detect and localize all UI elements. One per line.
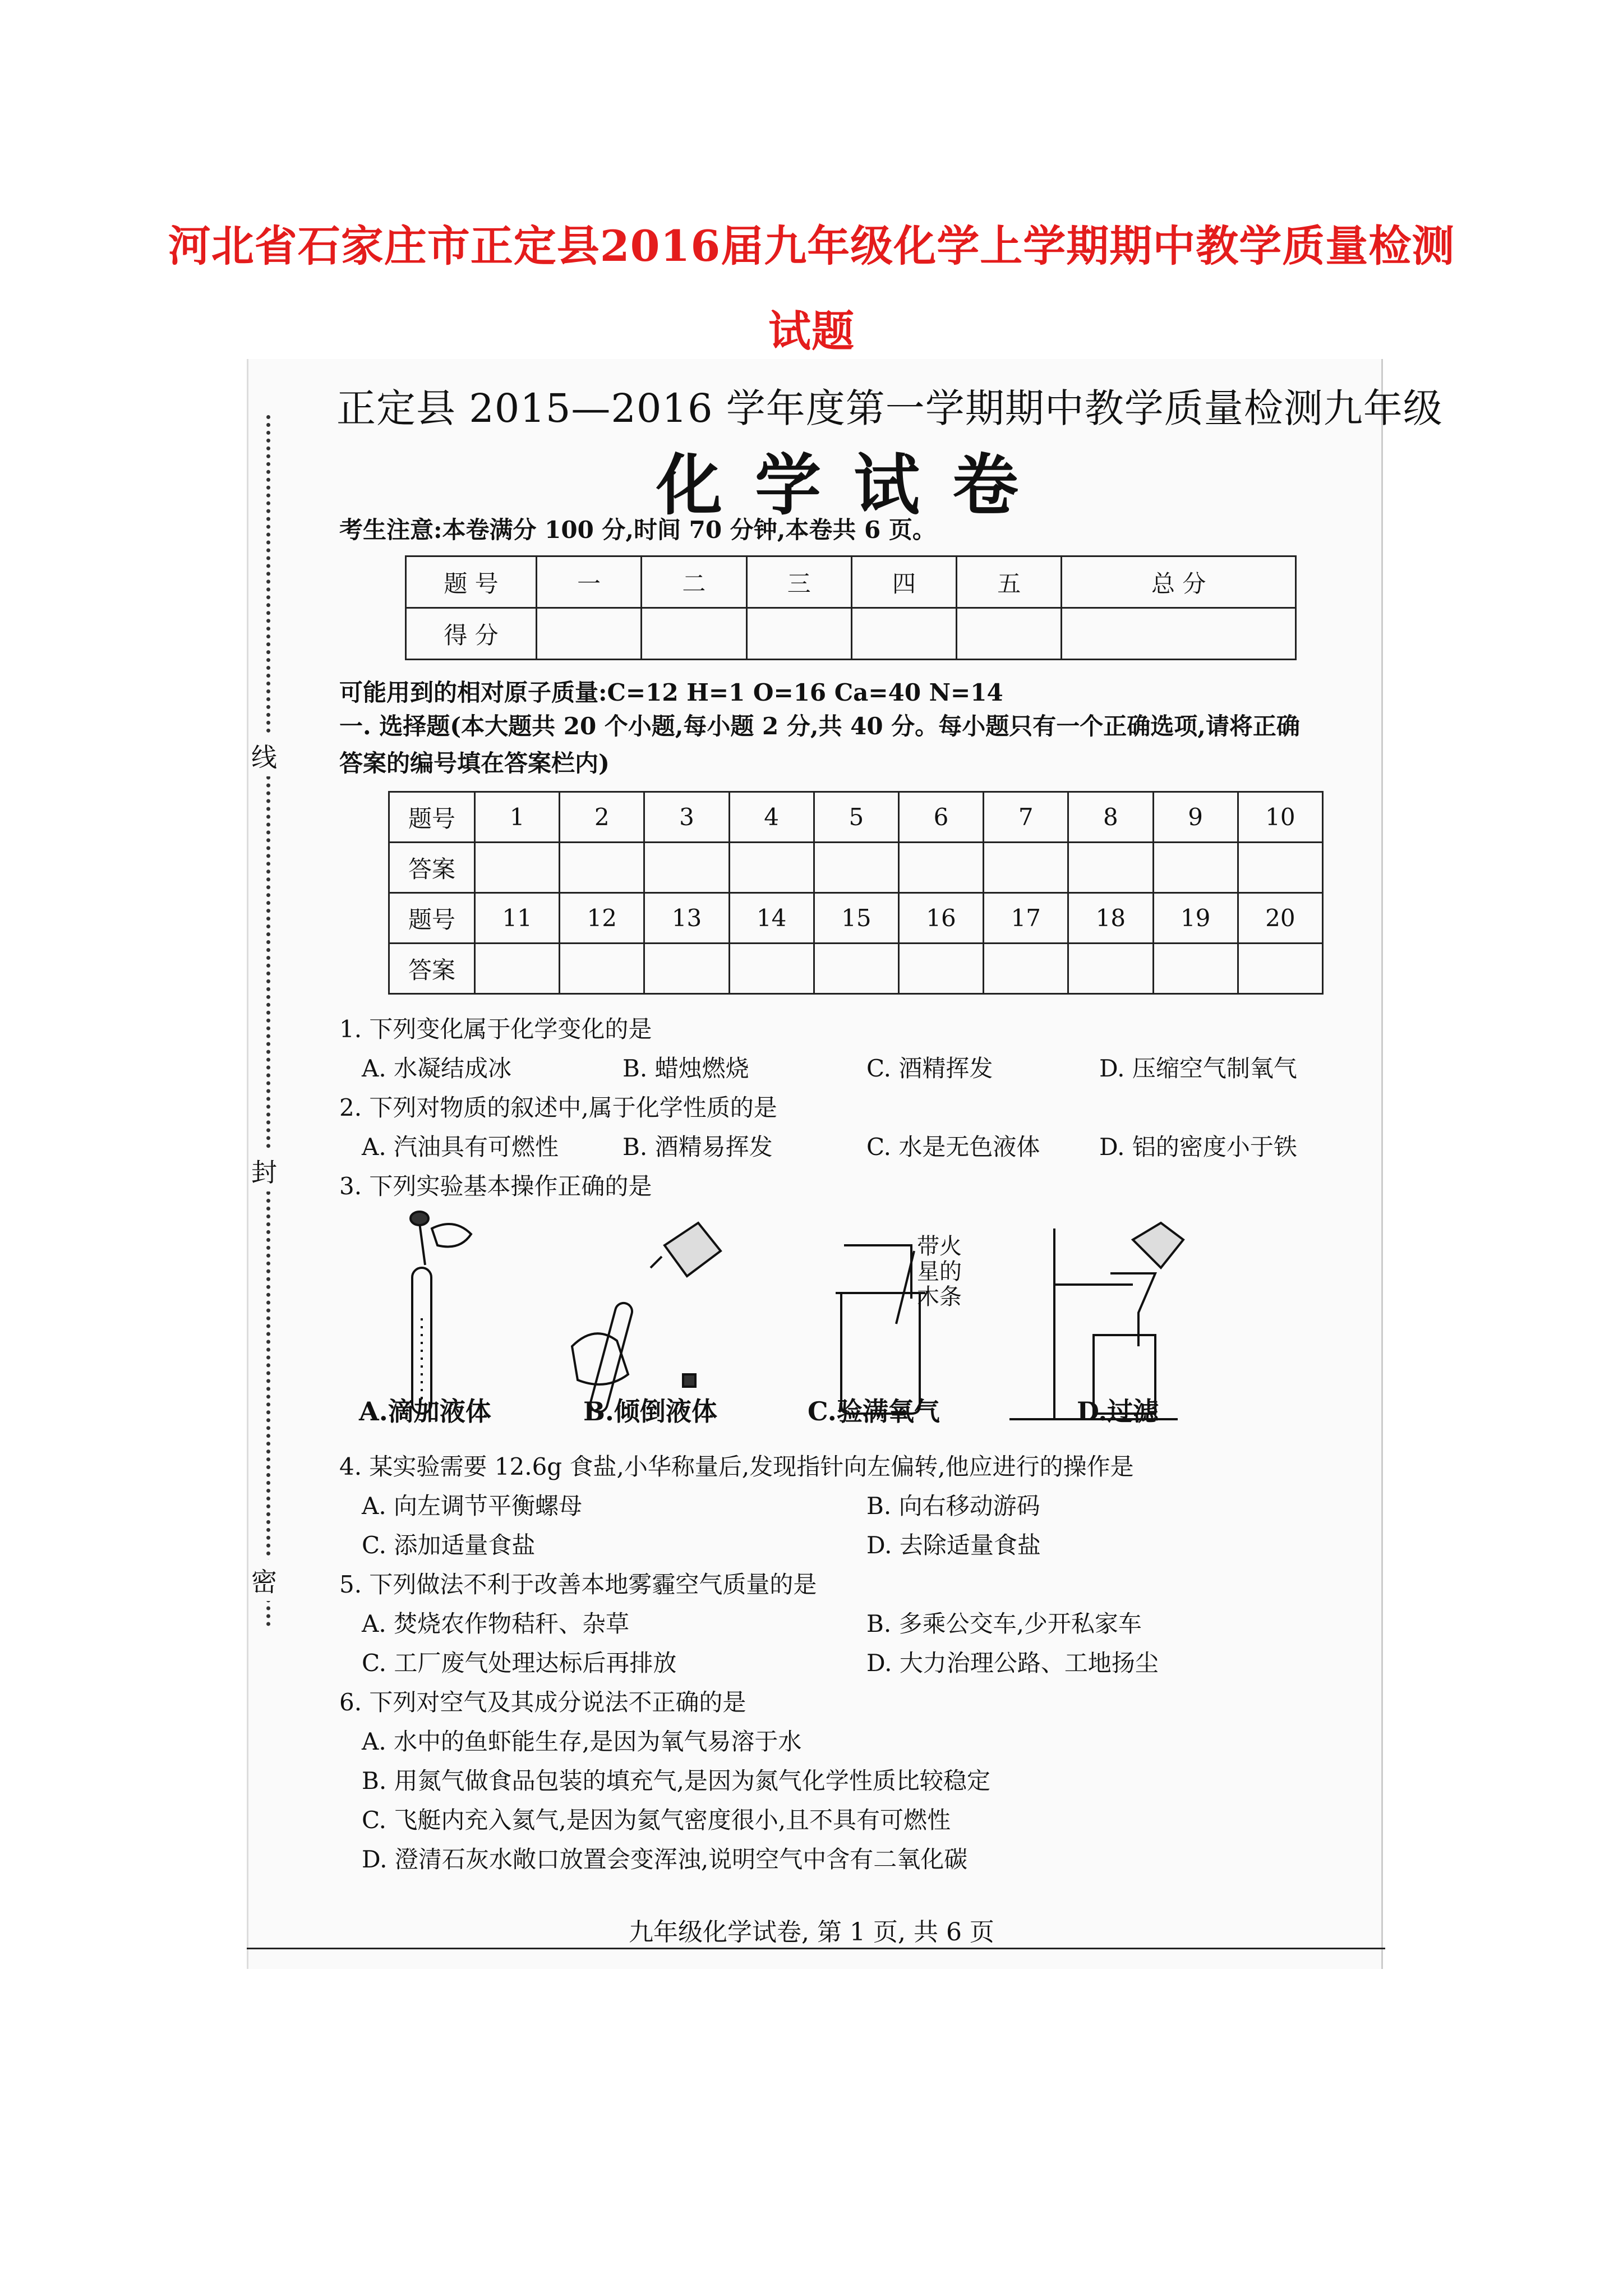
answer-cell[interactable] xyxy=(984,944,1068,994)
answer-cell[interactable] xyxy=(644,843,729,893)
question-5-stem: 5. 下列做法不利于改善本地雾霾空气质量的是 xyxy=(339,1571,817,1598)
figure-caption-d: D.过滤 xyxy=(1077,1396,1159,1427)
score-header: 题 号 xyxy=(406,556,537,608)
question-2-option-c: C. 水是无色液体 xyxy=(866,1133,1040,1161)
score-cell[interactable] xyxy=(1062,608,1296,660)
answer-cell[interactable] xyxy=(729,944,814,994)
question-number: 10 xyxy=(1238,792,1322,843)
question-4-option-a: A. 向左调节平衡螺母 xyxy=(362,1492,583,1520)
question-4-stem: 4. 某实验需要 12.6g 食盐,小华称量后,发现指针向左偏转,他应进行的操作是 xyxy=(339,1453,1134,1480)
side-label-xian: 线 xyxy=(251,735,277,776)
side-label-feng: 封 xyxy=(251,1150,277,1191)
question-number: 20 xyxy=(1238,893,1322,944)
question-6-option-d: D. 澄清石灰水敞口放置会变浑浊,说明空气中含有二氧化碳 xyxy=(362,1846,968,1873)
answer-cell[interactable] xyxy=(644,944,729,994)
question-number: 12 xyxy=(560,893,644,944)
question-number: 2 xyxy=(560,792,644,843)
answer-cell[interactable] xyxy=(984,843,1068,893)
dropper-test-tube-illustration xyxy=(411,1212,471,1414)
answer-cell[interactable] xyxy=(1153,944,1238,994)
answer-cell[interactable] xyxy=(1238,843,1322,893)
figure-caption-a: A.滴加液体 xyxy=(359,1396,491,1427)
question-5-option-d: D. 大力治理公路、工地扬尘 xyxy=(866,1649,1159,1677)
answer-row-label: 题号 xyxy=(389,893,475,944)
question-1-option-b: B. 蜡烛燃烧 xyxy=(623,1055,749,1082)
question-6-stem: 6. 下列对空气及其成分说法不正确的是 xyxy=(339,1688,746,1716)
answer-cell[interactable] xyxy=(814,944,898,994)
binding-dotted-line xyxy=(266,415,270,1627)
answer-cell[interactable] xyxy=(560,944,644,994)
question-number: 7 xyxy=(984,792,1068,843)
question-1-option-d: D. 压缩空气制氧气 xyxy=(1099,1055,1297,1082)
figure-label-splint-1: 带火 xyxy=(917,1234,962,1259)
answer-row-label: 题号 xyxy=(389,792,475,843)
figure-label-splint-3: 木条 xyxy=(917,1284,962,1310)
answer-cell[interactable] xyxy=(560,843,644,893)
question-5-option-c: C. 工厂废气处理达标后再排放 xyxy=(362,1649,677,1677)
question-2-option-b: B. 酒精易挥发 xyxy=(623,1133,773,1161)
score-cell[interactable] xyxy=(957,608,1062,660)
answer-cell[interactable] xyxy=(475,944,560,994)
score-header: 三 xyxy=(746,556,851,608)
question-number: 4 xyxy=(729,792,814,843)
question-4-option-c: C. 添加适量食盐 xyxy=(362,1531,536,1559)
question-number: 6 xyxy=(898,792,983,843)
gas-bottle-illustration xyxy=(836,1245,925,1414)
side-label-mi: 密 xyxy=(251,1559,277,1601)
question-number: 5 xyxy=(814,792,898,843)
score-row-label: 得 分 xyxy=(406,608,537,660)
question-number: 11 xyxy=(475,893,560,944)
filtration-illustration xyxy=(1009,1223,1183,1419)
question-number: 16 xyxy=(898,893,983,944)
figure-label-splint-2: 星的 xyxy=(917,1259,962,1285)
answer-row-label: 答案 xyxy=(389,944,475,994)
score-cell[interactable] xyxy=(746,608,851,660)
question-number: 17 xyxy=(984,893,1068,944)
score-cell[interactable] xyxy=(642,608,746,660)
exam-header: 正定县 2015—2016 学年度第一学期期中教学质量检测九年级 xyxy=(336,385,1443,431)
question-1-stem: 1. 下列变化属于化学变化的是 xyxy=(339,1015,652,1043)
question-2-stem: 2. 下列对物质的叙述中,属于化学性质的是 xyxy=(339,1094,777,1121)
score-header: 五 xyxy=(957,556,1062,608)
question-2-option-d: D. 铝的密度小于铁 xyxy=(1099,1133,1297,1161)
answer-cell[interactable] xyxy=(1238,944,1322,994)
page-footer: 九年级化学试卷, 第 1 页, 共 6 页 xyxy=(629,1918,994,1947)
question-number: 9 xyxy=(1153,792,1238,843)
atomic-masses: 可能用到的相对原子质量:C=12 H=1 O=16 Ca=40 N=14 xyxy=(339,679,1003,706)
exam-title: 化学试卷 xyxy=(656,446,1052,524)
question-4-option-d: D. 去除适量食盐 xyxy=(866,1531,1041,1559)
answer-cell[interactable] xyxy=(898,944,983,994)
answer-cell[interactable] xyxy=(1068,944,1153,994)
answer-row-label: 答案 xyxy=(389,843,475,893)
question-number: 3 xyxy=(644,792,729,843)
document-title-line1: 河北省石家庄市正定县2016届九年级化学上学期期中教学质量检测 xyxy=(168,221,1455,271)
question-2-option-a: A. 汽油具有可燃性 xyxy=(362,1133,559,1161)
answer-cell[interactable] xyxy=(814,843,898,893)
figure-caption-b: B.倾倒液体 xyxy=(583,1396,717,1427)
question-number: 18 xyxy=(1068,893,1153,944)
score-header: 总 分 xyxy=(1062,556,1296,608)
answer-cell[interactable] xyxy=(729,843,814,893)
answer-cell[interactable] xyxy=(1068,843,1153,893)
answer-table xyxy=(388,791,1324,995)
score-table xyxy=(405,555,1297,660)
question-number: 8 xyxy=(1068,792,1153,843)
question-6-option-a: A. 水中的鱼虾能生存,是因为氧气易溶于水 xyxy=(362,1728,802,1755)
question-number: 1 xyxy=(475,792,560,843)
question-5-option-b: B. 多乘公交车,少开私家车 xyxy=(866,1610,1142,1637)
question-number: 19 xyxy=(1153,893,1238,944)
question-1-option-c: C. 酒精挥发 xyxy=(866,1055,993,1082)
answer-cell[interactable] xyxy=(898,843,983,893)
score-cell[interactable] xyxy=(851,608,956,660)
question-4-option-b: B. 向右移动游码 xyxy=(866,1492,1040,1520)
section-1-title: 一. 选择题(本大题共 20 个小题,每小题 2 分,共 40 分。每小题只有一个正确选项,请将正确答案的编号填在答案栏内) xyxy=(339,712,1300,777)
question-number: 13 xyxy=(644,893,729,944)
page-bottom-rule xyxy=(247,1948,1385,1949)
answer-cell[interactable] xyxy=(475,843,560,893)
score-header: 一 xyxy=(537,556,642,608)
answer-cell[interactable] xyxy=(1153,843,1238,893)
question-1-option-a: A. 水凝结成冰 xyxy=(362,1055,512,1082)
question-5-option-a: A. 焚烧农作物秸秆、杂草 xyxy=(362,1610,630,1637)
question-3-stem: 3. 下列实验基本操作正确的是 xyxy=(339,1172,652,1200)
question-number: 15 xyxy=(814,893,898,944)
question-6-option-b: B. 用氮气做食品包装的填充气,是因为氮气化学性质比较稳定 xyxy=(362,1767,990,1795)
score-cell[interactable] xyxy=(537,608,642,660)
exam-notice: 考生注意:本卷满分 100 分,时间 70 分钟,本卷共 6 页。 xyxy=(339,516,936,544)
document-title-line2: 试题 xyxy=(768,306,855,356)
question-6-option-c: C. 飞艇内充入氦气,是因为氦气密度很小,且不具有可燃性 xyxy=(362,1806,951,1834)
score-header: 四 xyxy=(851,556,956,608)
figure-caption-c: C.验满氧气 xyxy=(808,1396,940,1427)
score-header: 二 xyxy=(642,556,746,608)
question-number: 14 xyxy=(729,893,814,944)
pouring-liquid-illustration xyxy=(572,1223,721,1414)
